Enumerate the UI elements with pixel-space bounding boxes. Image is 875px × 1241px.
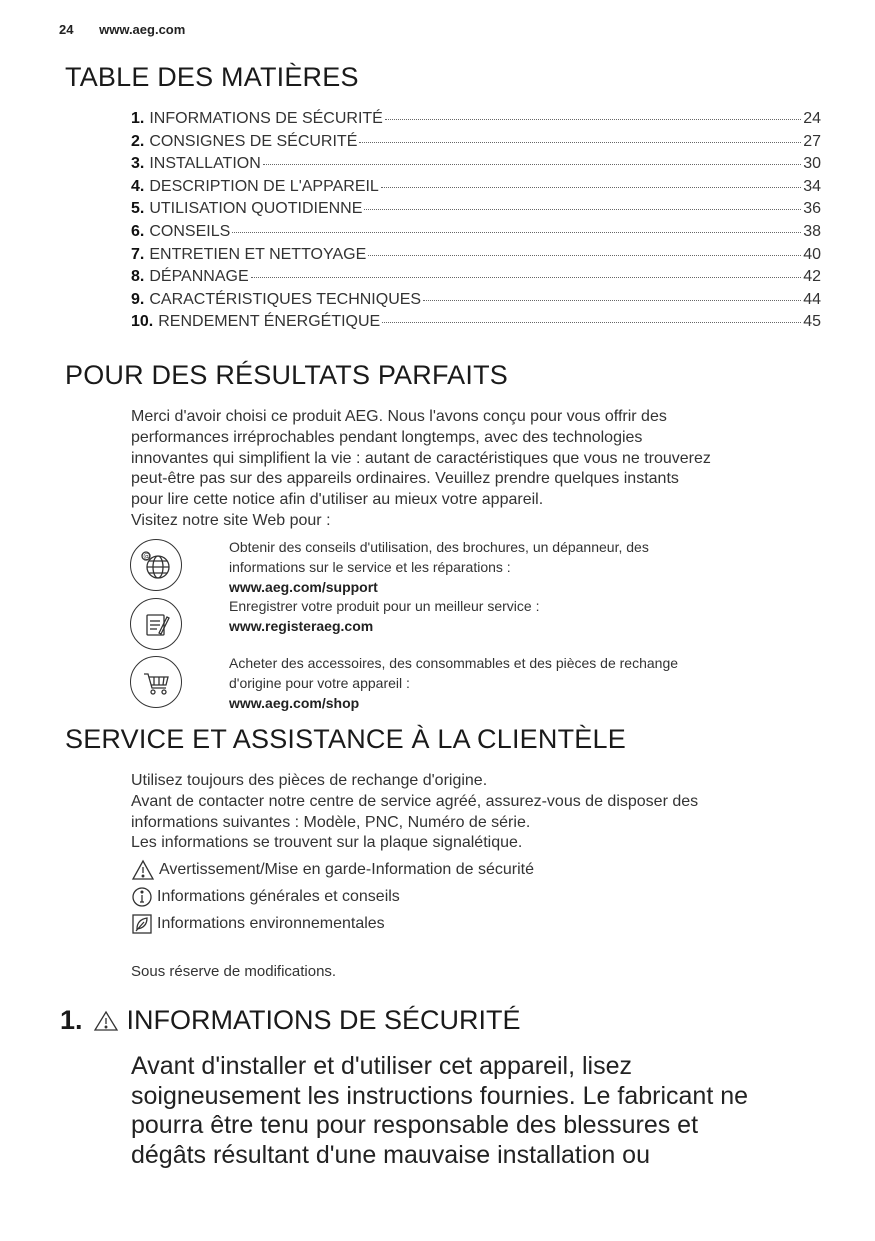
toc-entry-page: 38 bbox=[803, 222, 821, 240]
legend-info bbox=[131, 886, 400, 908]
safety-intro bbox=[131, 1052, 831, 1170]
toc-entry-number: 8. bbox=[131, 268, 145, 286]
table-of-contents bbox=[131, 110, 821, 336]
service-line: Les informations se trouvent sur la plaque signalétique. bbox=[131, 834, 523, 852]
toc-entry-page: 40 bbox=[803, 245, 821, 263]
toc-entry-label: UTILISATION QUOTIDIENNE bbox=[149, 200, 363, 218]
safety-line: soigneusement les instructions fournies. Le fabricant ne bbox=[131, 1081, 749, 1110]
toc-leader bbox=[423, 300, 801, 301]
toc-title: TABLE DES MATIÈRES bbox=[65, 62, 359, 92]
toc-entry[interactable] bbox=[131, 291, 821, 314]
intro-line: innovantes qui simplifient la vie : autant de caractéristiques que vous ne trouverez bbox=[131, 449, 711, 467]
register-icon bbox=[130, 598, 182, 650]
toc-entry-number: 3. bbox=[131, 155, 145, 173]
toc-leader bbox=[381, 187, 801, 188]
header-site-link[interactable]: www.aeg.com bbox=[99, 22, 186, 37]
legend-environment bbox=[131, 913, 385, 935]
toc-entry-page: 36 bbox=[803, 200, 821, 218]
results-title: POUR DES RÉSULTATS PARFAITS bbox=[65, 360, 508, 390]
support-info bbox=[229, 537, 809, 597]
toc-entry-number: 6. bbox=[131, 222, 145, 240]
safety-heading bbox=[60, 1005, 521, 1036]
toc-entry[interactable] bbox=[131, 313, 821, 336]
service-line: informations suivantes : Modèle, PNC, Numéro de série. bbox=[131, 813, 531, 831]
toc-entry-number: 4. bbox=[131, 177, 145, 195]
toc-entry-label: CARACTÉRISTIQUES TECHNIQUES bbox=[149, 290, 422, 308]
toc-entry-number: 9. bbox=[131, 290, 145, 308]
toc-entry[interactable] bbox=[131, 200, 821, 223]
intro-line: pour lire cette notice afin d'utiliser au mieux votre appareil. bbox=[131, 491, 544, 509]
register-text: Enregistrer votre produit pour un meilleur service : bbox=[229, 598, 540, 614]
section-number: 1. bbox=[60, 1005, 83, 1035]
service-text bbox=[131, 771, 821, 854]
toc-entry-label: ENTRETIEN ET NETTOYAGE bbox=[149, 245, 367, 263]
toc-entry-page: 30 bbox=[803, 155, 821, 173]
modifications-note: Sous réserve de modifications. bbox=[131, 963, 337, 980]
warning-icon bbox=[131, 859, 155, 881]
safety-title: INFORMATIONS DE SÉCURITÉ bbox=[126, 1005, 521, 1035]
toc-entry-page: 44 bbox=[803, 290, 821, 308]
toc-entry[interactable] bbox=[131, 155, 821, 178]
support-link[interactable]: www.aeg.com/support bbox=[229, 579, 378, 595]
toc-entry-page: 42 bbox=[803, 268, 821, 286]
warning-icon bbox=[93, 1009, 119, 1033]
legend-warning bbox=[131, 859, 534, 881]
safety-line: dégâts résultant d'une mauvaise installation ou bbox=[131, 1140, 650, 1169]
toc-entry-label: RENDEMENT ÉNERGÉTIQUE bbox=[158, 313, 381, 331]
support-text: Obtenir des conseils d'utilisation, des brochures, un dépanneur, des bbox=[229, 539, 649, 555]
toc-entry-number: 2. bbox=[131, 132, 145, 150]
toc-entry[interactable] bbox=[131, 133, 821, 156]
page-header bbox=[59, 22, 185, 37]
toc-leader bbox=[232, 232, 801, 233]
toc-entry-label: INFORMATIONS DE SÉCURITÉ bbox=[149, 110, 383, 127]
toc-entry-label: CONSEILS bbox=[149, 222, 231, 240]
service-line: Utilisez toujours des pièces de rechange d'origine. bbox=[131, 772, 488, 789]
register-info bbox=[229, 596, 809, 636]
toc-entry-label: DESCRIPTION DE L'APPAREIL bbox=[149, 177, 379, 195]
service-line: Avant de contacter notre centre de service agréé, assurez-vous de disposer des bbox=[131, 792, 699, 810]
toc-entry-number: 7. bbox=[131, 245, 145, 263]
toc-entry-number: 5. bbox=[131, 200, 145, 218]
legend-label: Informations environnementales bbox=[157, 915, 385, 932]
toc-entry-number: 10. bbox=[131, 313, 154, 331]
toc-entry-number: 1. bbox=[131, 110, 145, 127]
toc-leader bbox=[263, 164, 801, 165]
intro-line: Visitez notre site Web pour : bbox=[131, 511, 331, 529]
toc-entry-label: INSTALLATION bbox=[149, 155, 261, 173]
toc-entry-page: 24 bbox=[803, 110, 821, 127]
toc-entry[interactable] bbox=[131, 110, 821, 133]
results-intro bbox=[131, 407, 821, 532]
intro-line: Merci d'avoir choisi ce produit AEG. Nous l'avons conçu pour vous offrir des bbox=[131, 408, 667, 425]
toc-entry-page: 27 bbox=[803, 132, 821, 150]
toc-leader bbox=[251, 277, 802, 278]
toc-entry[interactable] bbox=[131, 223, 821, 246]
toc-entry[interactable] bbox=[131, 246, 821, 269]
legend-label: Informations générales et conseils bbox=[157, 888, 400, 905]
cart-icon bbox=[130, 656, 182, 708]
register-link[interactable]: www.registeraeg.com bbox=[229, 618, 374, 634]
toc-entry-page: 45 bbox=[803, 313, 821, 331]
toc-leader bbox=[368, 255, 801, 256]
shop-info bbox=[229, 653, 809, 713]
toc-entry[interactable] bbox=[131, 178, 821, 201]
intro-line: performances irréprochables pendant longtemps, avec des technologies bbox=[131, 428, 643, 446]
shop-text: Acheter des accessoires, des consommables et des pièces de rechange bbox=[229, 655, 679, 671]
page-number: 24 bbox=[59, 22, 74, 37]
globe-icon bbox=[130, 539, 182, 591]
toc-leader bbox=[364, 209, 801, 210]
info-icon bbox=[131, 886, 153, 908]
toc-leader bbox=[385, 119, 801, 120]
service-title: SERVICE ET ASSISTANCE À LA CLIENTÈLE bbox=[65, 724, 626, 754]
toc-leader bbox=[359, 142, 801, 143]
svg-text:@: @ bbox=[143, 552, 151, 561]
shop-link[interactable]: www.aeg.com/shop bbox=[229, 695, 360, 711]
safety-line: pourra être tenu pour responsable des blessures et bbox=[131, 1111, 699, 1139]
toc-entry-label: DÉPANNAGE bbox=[149, 268, 249, 286]
legend-label: Avertissement/Mise en garde-Information de sécurité bbox=[159, 861, 534, 878]
toc-entry[interactable] bbox=[131, 268, 821, 291]
shop-text: d'origine pour votre appareil : bbox=[229, 675, 410, 691]
leaf-icon bbox=[131, 913, 153, 935]
support-text: informations sur le service et les réparations : bbox=[229, 559, 511, 575]
intro-line: peut-être pas sur des appareils ordinaires. Veuillez prendre quelques instants bbox=[131, 470, 679, 488]
toc-entry-page: 34 bbox=[803, 177, 821, 195]
toc-leader bbox=[382, 322, 801, 323]
toc-entry-label: CONSIGNES DE SÉCURITÉ bbox=[149, 132, 358, 150]
safety-line: Avant d'installer et d'utiliser cet appareil, lisez bbox=[131, 1052, 633, 1080]
